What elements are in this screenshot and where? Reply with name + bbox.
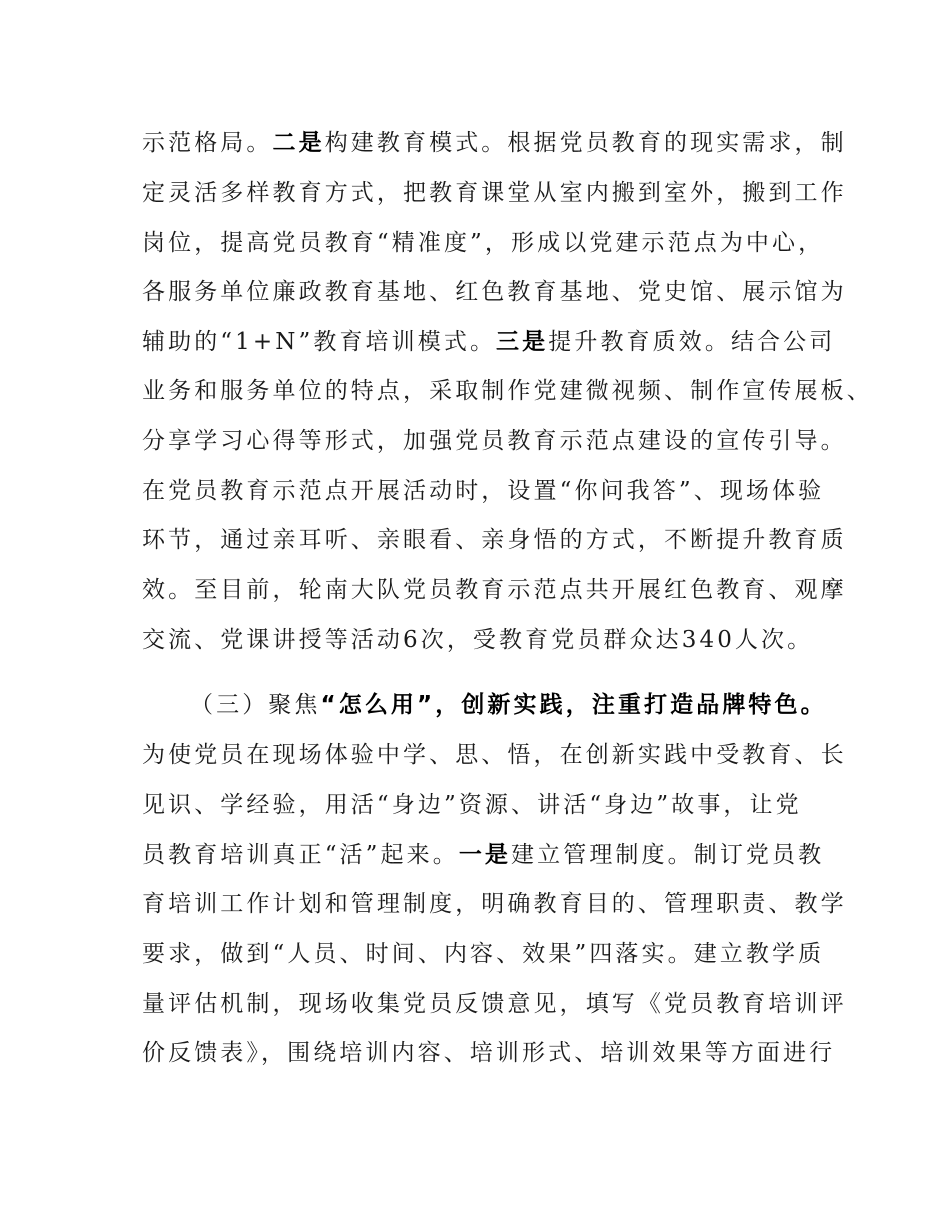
- text-line: 业务和服务单位的特点，采取制作党建微视频、制作宣传展板、: [142, 378, 873, 404]
- bold-keyword: 三是: [496, 329, 549, 355]
- heading-bold: “怎么用”，创新实践，注重打造品牌特色。: [320, 692, 827, 718]
- text-line: 定灵活多样教育方式，把教育课堂从室内搬到室外，搬到工作: [142, 180, 847, 206]
- text-run: 构建教育模式。根据党员教育的现实需求，制: [324, 130, 847, 156]
- text-run: 建立管理制度。制订党员教: [511, 842, 825, 868]
- text-line: 岗位，提高党员教育“精准度”，形成以党建示范点为中心，: [142, 230, 825, 256]
- text-run: 辅助的“1+N”教育培训模式。: [142, 329, 497, 355]
- text-line: 为使党员在现场体验中学、思、悟，在创新实践中受教育、长: [142, 742, 847, 768]
- text-line: 交流、党课讲授等活动6次，受教育党员群众达340人次。: [142, 627, 814, 653]
- bold-keyword: 二是: [272, 130, 325, 156]
- text-line: 环节，通过亲耳听、亲眼看、亲身悟的方式，不断提升教育质: [142, 527, 847, 553]
- text-line: 量评估机制，现场收集党员反馈意见，填写《党员教育培训评: [142, 991, 847, 1017]
- text-run: 示范格局。: [142, 130, 273, 156]
- text-line: 价反馈表》，围绕培训内容、培训形式、培训效果等方面进行: [142, 1040, 836, 1066]
- text-line: 育培训工作计划和管理制度，明确教育目的、管理职责、教学: [142, 891, 847, 917]
- text-line: [142, 840, 824, 870]
- text-line: 见识、学经验，用活“身边”资源、讲活“身边”故事，让党: [142, 792, 802, 818]
- text-line: [142, 327, 835, 357]
- bold-keyword: 一是: [458, 842, 512, 868]
- text-run: 员教育培训真正“活”起来。: [142, 842, 459, 868]
- text-run: 提升教育质效。结合公司: [548, 329, 836, 355]
- text-line: 在党员教育示范点开展活动时，设置“你问我答”、现场体验: [142, 478, 825, 504]
- text-line: 要求，做到“人员、时间、内容、效果”四落实。建立教学质: [142, 941, 825, 967]
- section-heading: [190, 690, 827, 720]
- text-line: 效。至目前，轮南大队党员教育示范点共开展红色教育、观摩: [142, 577, 847, 603]
- text-line: 各服务单位廉政教育基地、红色教育基地、党史馆、展示馆为: [142, 279, 847, 305]
- text-line: 分享学习心得等形式，加强党员教育示范点建设的宣传引导。: [142, 428, 847, 454]
- text-line: [142, 128, 847, 158]
- heading-prefix: （三）聚焦: [190, 692, 321, 718]
